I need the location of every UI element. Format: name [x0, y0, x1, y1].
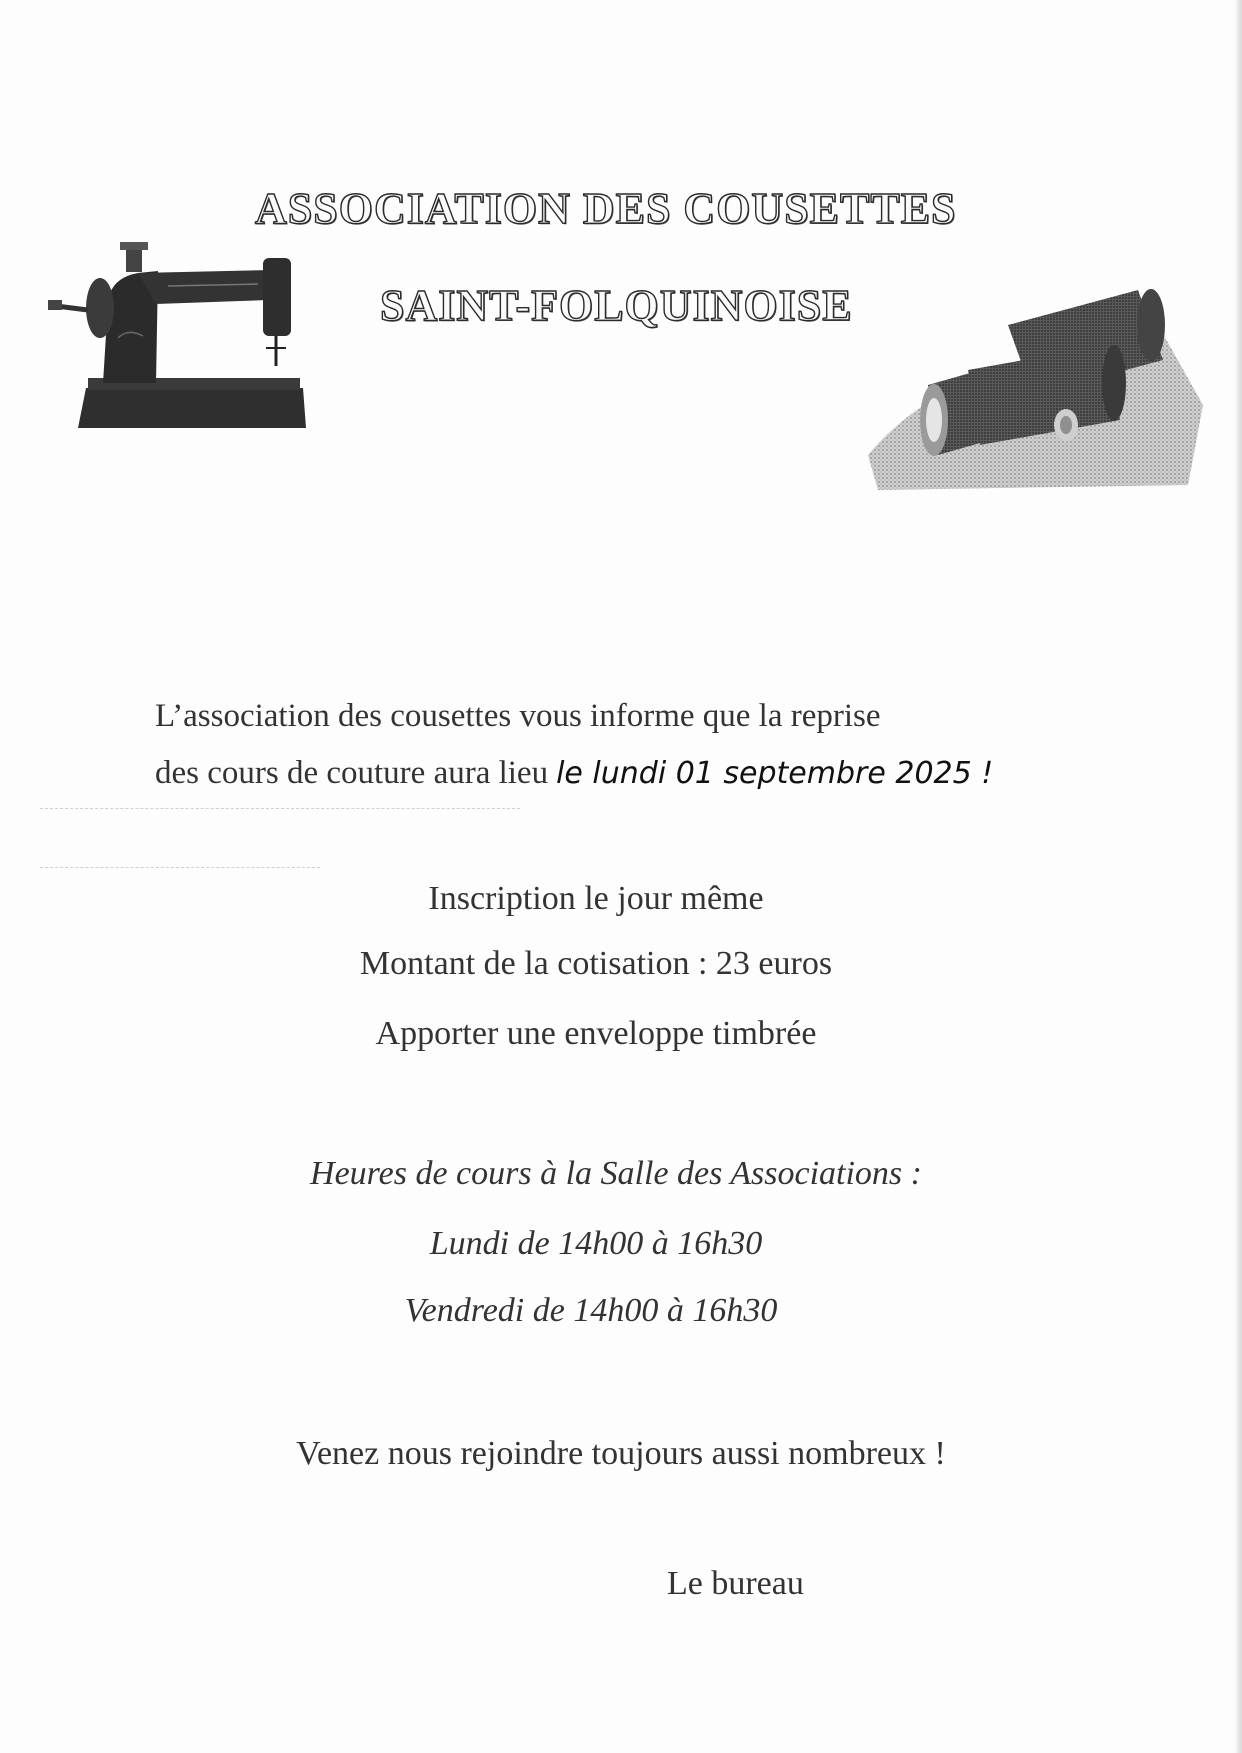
enveloppe-line: Apporter une enveloppe timbrée [375, 1015, 817, 1052]
closing-line: Venez nous rejoindre toujours aussi nombreux ! [296, 1435, 946, 1472]
schedule-vendredi: Vendredi de 14h00 à 16h30 [404, 1292, 778, 1329]
signature: Le bureau [667, 1565, 804, 1602]
sewing-machine-icon [48, 238, 348, 453]
thread-spools-icon [858, 285, 1203, 490]
handwritten-date: le lundi 01 septembre 2025 ! [556, 756, 994, 791]
title-line-1: ASSOCIATION DES COUSETTES [255, 184, 957, 233]
intro-line-2-wrapper [155, 745, 993, 802]
schedule-heading: Heures de cours à la Salle des Associations : [310, 1155, 922, 1192]
title-line-2: SAINT-FOLQUINOISE [380, 281, 853, 330]
schedule-lundi: Lundi de 14h00 à 16h30 [429, 1225, 763, 1262]
intro-line-2: des cours de couture aura lieu [155, 755, 549, 791]
scan-edge-shadow [1234, 0, 1242, 1753]
scan-mark [40, 867, 320, 868]
cotisation-line: Montant de la cotisation : 23 euros [359, 945, 833, 982]
intro-paragraph [155, 688, 993, 802]
inscription-line: Inscription le jour même [428, 880, 764, 917]
intro-line-1: L’association des cousettes vous informe que la reprise [155, 698, 881, 734]
scan-mark [40, 808, 520, 809]
